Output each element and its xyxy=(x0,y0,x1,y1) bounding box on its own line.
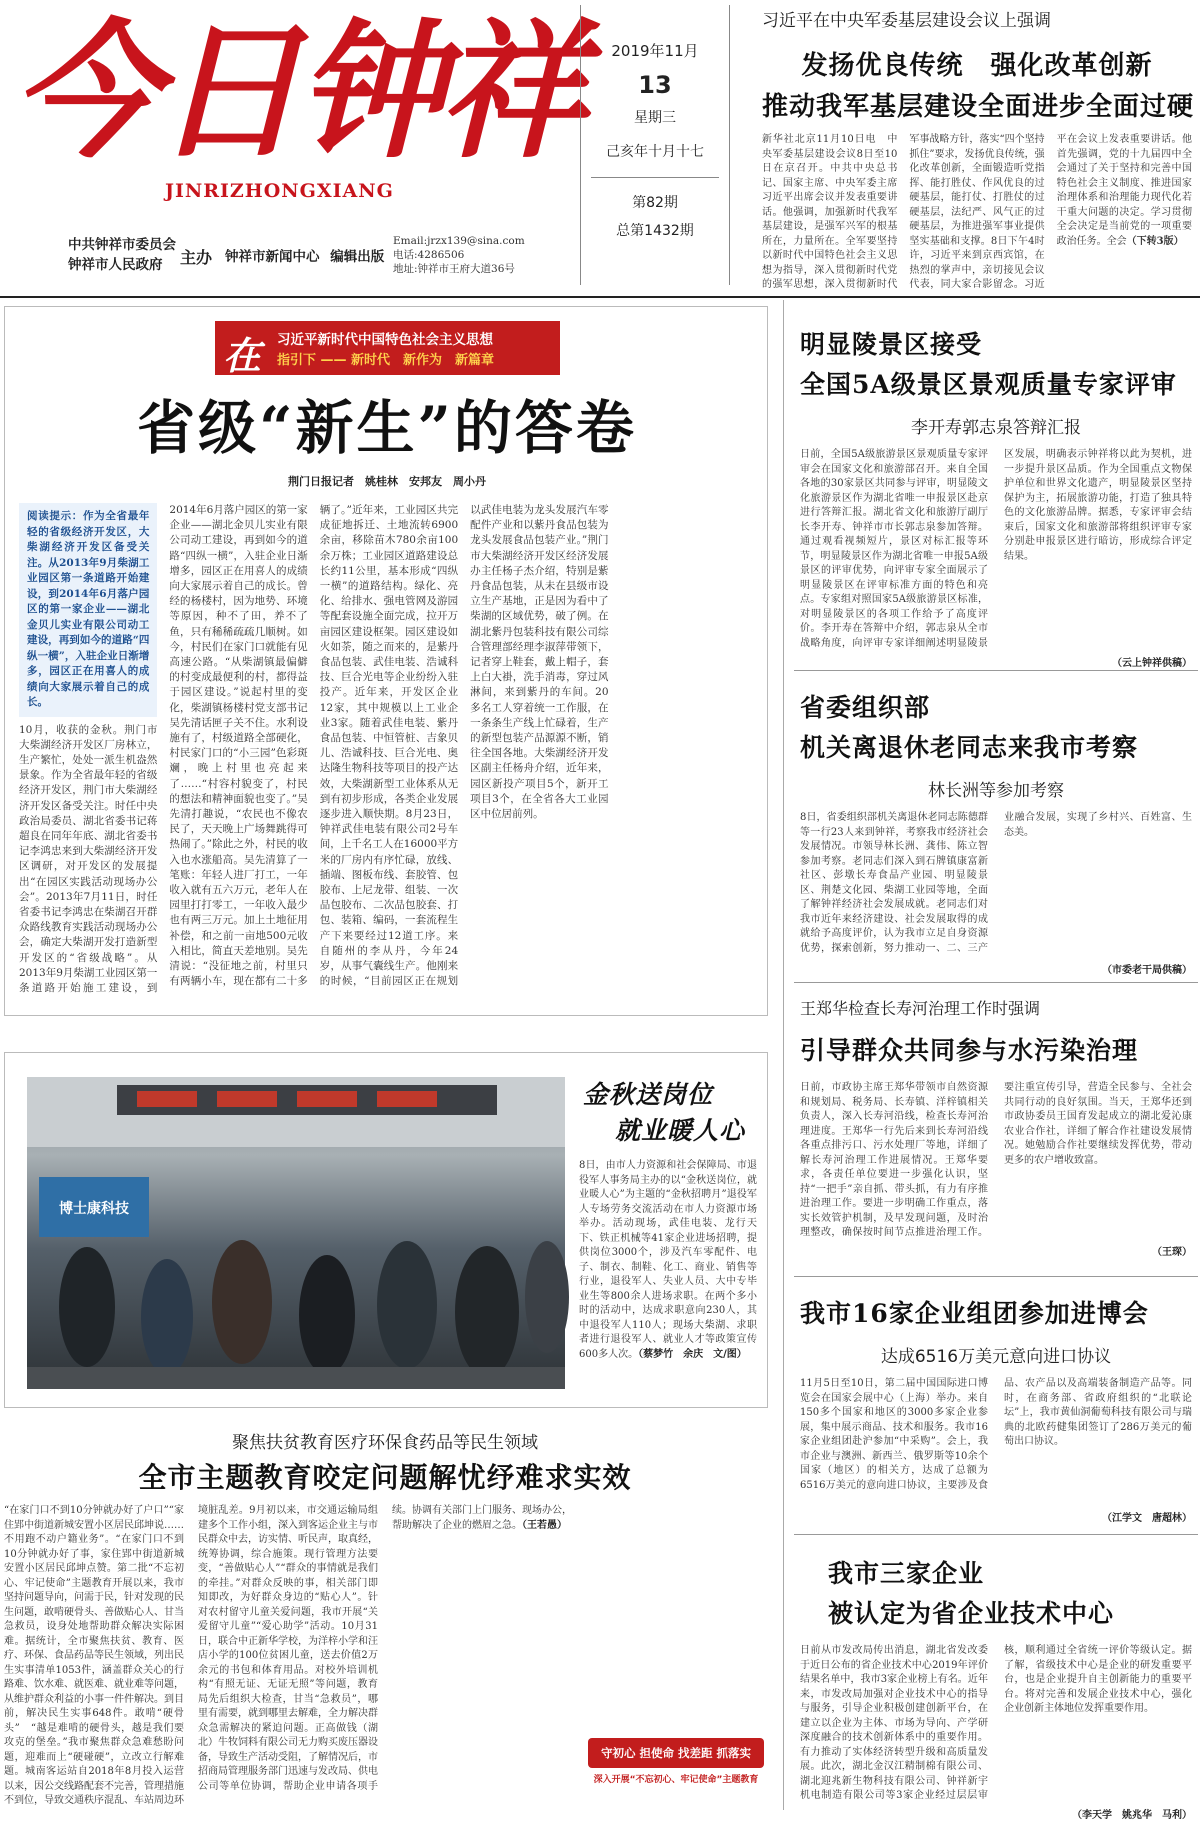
logo-calligraphy xyxy=(12,4,580,178)
date-year-month: 2019年11月 xyxy=(611,42,699,60)
sponsor-2: 钟祥市人民政府 xyxy=(68,257,163,273)
feature-banner xyxy=(215,321,560,378)
r5-title-1: 我市三家企业 xyxy=(828,1559,985,1588)
r2-body xyxy=(800,811,1192,959)
date-weekday: 星期三 xyxy=(634,110,676,126)
publisher xyxy=(225,245,384,265)
top-story-body xyxy=(762,133,1192,295)
r5-body xyxy=(800,1644,1192,1804)
publisher-name: 钟祥市新闻中心 xyxy=(225,249,320,265)
job-fair-photo xyxy=(27,1077,565,1389)
date-total: 总第1432期 xyxy=(616,223,694,239)
feature-title: 省级“新生”的答卷 xyxy=(137,394,637,462)
r1-body xyxy=(800,448,1192,652)
r2-text: 8日，省委组织部机关离退休老同志陈德群等一行23人来到钟祥，考察我市经济社会发展情况。市领导林长洲、龚伟、陈立智参加考察。老同志们深入到石牌镇康富新社区、彭墩长寿食品产业园、明显陵景区、荆楚文化园、柴湖工业园等地，全面了解钟祥经济社会发展成就。老同志们对我市近年来经济建设、社会发展取得的成就给予高度评价，认为我市立足自身资源优势，探索创新，努力推动一、二、三产业融合发展，实现了乡村兴、百姓富、生态美。 xyxy=(800,812,1192,954)
r2-subtitle: 林长洲等参加考察 xyxy=(928,781,1064,801)
photo-story-text: 8日，由市人力资源和社会保障局、市退役军人事务局主办的以“金秋送岗位，就业暖人心”为主题的“金秋招聘月”退役军人专场劳务交流活动在市人力资源市场举办。活动现场，武佳电装、龙行天下、铁正机械等41家企业进场招聘，提供岗位3000个，涉及汽车零配件、电子、制衣、制鞋、化工、商业、销售等行业，退役军人、失业人员、大中专毕业生等800余人进场求职。在两个多小时的活动中，达成求职意向230人，其中退役军人110人；现场大柴湖、求职者进行退役军人、就业人才等政策宣传600多人次。 xyxy=(579,1160,757,1360)
sponsor-block xyxy=(68,235,176,275)
photo-story-byline: （蔡梦竹 余庆 文/图） xyxy=(638,1348,747,1360)
r1-subtitle: 李开寿郭志泉答辩汇报 xyxy=(911,418,1081,438)
r1-title-1: 明显陵景区接受 xyxy=(800,330,983,359)
date-box xyxy=(580,5,730,285)
feature-text: 10月，收获的金秋。荆门市大柴湖经济开发区厂房林立，生产繁忙，处处一派生机盎然景象。作为全省最年轻的省级经济开发区，荆门市大柴湖经济开发区备受关注。时任中央政治局委员、湖北省委书记蒋超良在同年年底、湖北省委书记李鸿忠来到大柴湖经济开发区调研，对开发区的发展提出“在园区实践活动现场办公会”。2013年7月11日，时任省委书记李鸿忠在柴湖召开群众路线教育实践活动现场办公会，确定大柴湖开发打造新型开发区的“省级战略”。从2013年9月柴湖工业园区第一条道路开始施工建设，到2014年6月落户园区的第一家企业——湖北金贝儿实业有限公司动工建设，再到如今的道路“四纵一横”，入驻企业日渐增多，园区正在用喜人的成绩向大家展示着自己的成长。曾经的杨楼村，因为地势、环境等原因，种不了田，养不了鱼，只有稀稀疏疏几顺树。如今，村民们在家门口就能有见高速公路。“从柴湖镇最偏僻的村变成最便利的村，都得益于园区建设。”说起村里的变化，柴湖镇杨楼村党支部书记吴先清话匣子关不住。水利设施有了，村级道路全部硬化，村民家门口的“小三园”色彩斑斓，晚上村里也亮起来了……“村容村貌变了，村民的想法和精神面貌也变了。”吴先清打趣说，“农民也不像农民了，天天晚上广场舞跳得可热闹了。”除此之外，村民的收入也水涨船高。吴先清算了一笔账：年轻人进厂打工，一年收入就有五六万元，老年人在园里打打零工，一年收入最少也有两三万元。加上土地征用补偿，和之前一亩地500元收入相比，简直天差地别。吴先清说：“没征地之前，村里只有两辆小车，现在都有二十多辆了。”近年来，工业园区共完成征地拆迁、土地流转6900余亩，移除苗木780余亩100余万株；工业园区道路建设总长约11公里，基本形成“四纵一横”的道路结构。绿化、亮化、给排水、强电管网及游园等配套设施全面完成，拉开万亩园区建设框架。园区建设如火如荼，随之而来的，是紫丹食品包装、武佳电装、浩诚科技、巨合光电等企业纷纷入驻投产。近年来，开发区企业12家，其中规模以上工业企业3家。随着武佳电装、紫丹食品包装、中恒管桩、吉象贝儿、浩诚科技、巨合光电、奥达隆生物科技等项目的投产达效，大柴湖新型工业体系从无到有初步形成，各类企业发展逐步进入顺快期。8月23日，钟祥武佳电装有限公司2号车间，上千名工人在16000平方米的厂房内有序忙碌，放线、插端、图板布线、套胶管、包胶布、上尼龙带、组装、一次品包胶布、二次品包胶套、打包、装箱、编码，一套流程生产下来要经过12道工序。来自随州的李从丹，今年24岁，从事气囊线生产。他刚来的时候，“目前园区正在规划以武佳电装为龙头发展汽车零配件产业和以紫丹食品包装为龙头发展食品包装产业。”荆门市大柴湖经济开发区经济发展办主任杨子杰介绍，特别是紫丹食品包装，从未在县级市设立生产基地，正是因为看中了柴湖的区域优势，破了例。在湖北紫丹包装科技有限公司综合管理部经理李淑萍带领下，记者穿上鞋套，戴上帽子，套上白大褂，洗手消毒，穿过风淋间，来到紫丹的车间。20多名工人穿着统一工作服，在一条条生产线上忙碌着，生产的新型包装产品源源不断，销往全国各地。大柴湖经济开发区副主任杨舟介绍，近年来，园区新投产项目5个，新开工项目3个，在全省各大工业园区中位居前列。 xyxy=(19,504,609,994)
date-divider xyxy=(591,177,719,178)
photo-sign-text: 博士康科技 xyxy=(59,1201,129,1217)
masthead-rule xyxy=(0,296,1200,298)
theme-stamp xyxy=(588,1738,764,1798)
r4-subtitle: 达成6516万美元意向进口协议 xyxy=(880,1347,1112,1367)
theme-kicker: 聚焦扶贫教育医疗环保食药品等民生领域 xyxy=(232,1433,538,1453)
rule-r2 xyxy=(794,982,1198,983)
feature-byline: 荆门日报记者 姚桂林 安邦友 周小丹 xyxy=(288,475,486,488)
theme-text: “在家门口不到10分钟就办好了户口”“家住郢中街道新城安置小区居民邱坤说……不用跑不动户籍业务”。“在家门口不到10分钟就办好了事，家住郢中街道新城安置小区居民邱坤点赞。第二批“不忘初心、牢记使命”主题教育开展以来，我市坚持问题导向，问需于民，针对发现的民生问题，敢啃硬骨头、善做贴心人、甘当急救员，设身处地帮助群众解决实际困难。据统计，全市聚焦扶贫、教育、医疗、环保、食品药品等民生领域，列出民生实事清单1053件，涵盖群众关心的行路难、饮水难、就医难、就业难等问题，从维护群众利益的小事一件件解决。到目前，解决民生实事648件。敢啃“硬骨头” “越是难啃的硬骨头，越是我们要攻克的堡垒。”我市聚焦群众急难愁盼问题，迎难而上“硬碰硬”，立改立行解难题。城南客运站自2018年8月投入运营以来，因公交线路配套不完善，管理措施不到位，导致交通秩序混乱、车站周边环境脏乱差。9月初以来，市交通运输局组建多个工作小组，深入到客运企业主与市民群众中去，访实情、听民声，取真经，统筹协调，综合施策。现行管理方法要变，“善做贴心人”“群众的事情就是我们的牵挂。”对群众反映的事，相关部门即知即改，为好群众身边的“贴心人”。针对农村留守儿童关爱问题，我市开展“关爱留守儿童”“爱心助学”活动。10月31日，联合中正新华学校，为洋梓小学和汪店小学的100位贫困儿童，送去价值2万余元的书包和体育用品。对校外培训机构“有照无证、无证无照”等问题，教育局先后组织大检查，甘当“急救员”，哪里有需要，就到哪里去解难，全力解决群众急需解决的紧迫问题。正高做钱（湖北）牛牧饲料有限公司无力购买废压器设备，导致生产活动受阻，了解情况后，市招商局管理服务部门迅速与发改局、供电公司等单位协调，帮助企业申请各项手续。协调有关部门上门服务、现场办公，帮助解决了企业的燃眉之急。 xyxy=(4,1505,572,1806)
article-5a-scenic xyxy=(800,325,1192,669)
r4-text: 11月5日至10日，第二届中国国际进口博览会在国家会展中心（上海）举办。来自150多个国家和地区的3000多家企业参展，集中展示商品、技术和服务。我市16家企业组团赴沪参加“中采购”。会上，我市企业与澳洲、新西兰、俄罗斯等10余个国家（地区）的相关方，达成了总额为6516万美元的意向进口协议，主要涉及食品、农产品以及高端装备制造产品等。同时，在商务部、省政府组织的“北联论坛”上，我市黄仙洞葡萄科技有限公司与瑞典的北欧药健集团签订了286万美元的葡萄出口协议。 xyxy=(800,1378,1192,1491)
masthead-pinyin: JINRIZHONGXIANG xyxy=(165,180,394,202)
r3-body xyxy=(800,1081,1192,1241)
r2-title-1: 省委组织部 xyxy=(800,693,931,722)
r4-body xyxy=(800,1377,1192,1507)
banner-line-2: 指引下 —— 新时代 新作为 新篇章 xyxy=(277,353,495,368)
right-column-divider xyxy=(783,300,784,1810)
sponsor-1: 中共钟祥市委员会 xyxy=(68,237,176,253)
banner-char: 在 xyxy=(223,333,262,378)
r5-text: 日前从市发改局传出消息，湖北省发改委于近日公布的省企业技术中心2019年评价结果名单中，我市3家企业榜上有名。近年来，市发改局加强对企业技术中心的指导与服务，引导企业积极创建创新平台，在建立以企业为主体、市场为导向、产学研深度融合的技术创新体系中的重要作用。有力推动了实体经济转型升级和高质量发展。此次，湖北金汉江精制棉有限公司、湖北迎兆新生物科技有限公司、钟祥新宇机电制造有限公司等3家企业经过层层审核，顺利通过全省统一评价等级认定。据了解，省级技术中心是企业的研发重要平台，也是企业提升自主创新能力的重要平台。将对完善和发展企业技术中心，强化企业创新主体地位发挥重要作用。 xyxy=(800,1645,1192,1801)
top-story xyxy=(762,6,1195,290)
rule-r3 xyxy=(794,1276,1198,1277)
article-tech-centers xyxy=(800,1554,1192,1821)
r5-title-2: 被认定为省企业技术中心 xyxy=(828,1599,1115,1628)
logo-text: 今日钟祥 xyxy=(12,4,580,178)
r3-text: 日前，市政协主席王郑华带领市自然资源和规划局、税务局、长寿镇、洋梓镇相关负责人，深入长寿河沿线，检查长寿河治理进度。王郑华一行先后来到长寿河沿线各重点排污口、污水处理厂等地，详细了解长寿河治理工作进展情况。王郑华要求，各责任单位要进一步强化认识，坚持“一把手”亲自抓、带头抓，有力有序推进治理工作。要进一步明确工作重点，落实长效管护机制，及早发现问题，及时治理整改，确保按时间节点推进治理工作。要注重宣传引导，营造全民参与、全社会共同行动的良好氛围。当天，王郑华还到市政协委员王国育发起成立的湖北爱沁康农业合作社，详细了解合作社建设发展情况。她勉励合作社要继续发挥优势，带动更多的农户增收致富。 xyxy=(800,1082,1192,1238)
rule-r4 xyxy=(794,1534,1198,1535)
photo-story xyxy=(4,1052,768,1408)
contact-phone: 电话:4286506 xyxy=(393,249,465,261)
feature-lead: 阅读提示：作为全省最年轻的省级经济开发区，大柴湖经济开发区备受关注。从2013年9月柴湖工业园区第一条道路开始建设，到2014年6月落户园区的第一家企业——湖北金贝儿实业有限公司动工建设，再到如今的道路“四纵一横”，入驻企业日渐增多，园区正在用喜人的成绩向大家展示着自己的成长。 xyxy=(19,503,157,717)
r3-title: 引导群众共同参与水污染治理 xyxy=(800,1036,1139,1065)
rule-r1 xyxy=(794,670,1198,671)
r5-byline: （李天学 姚兆华 马利） xyxy=(1072,1810,1192,1821)
article-veteran-cadres xyxy=(800,688,1192,976)
r4-title: 我市16家企业组团参加进博会 xyxy=(800,1299,1149,1328)
r1-text: 日前，全国5A级旅游景区景观质量专家评审会在国家文化和旅游部召开。来自全国各地的30家景区共同参与评审，明显陵文化旅游景区作为湖北省唯一申报景区赴京进行答辩汇报。湖北省文化和旅游厅副厅长李开寿、钟祥市市长郭志泉参加答辩。通过观看视频短片，景区对标汇报等环节，明显陵景区作为湖北省唯一申报5A级景区的评审优势，向评审专家全面展示了明显陵景区在评审标准方面的特色和亮点。专家组对照国家5A级旅游景区标准，对明显陵景区的各项工作给予了高度评价。李开寿在答辩中介绍，郭志泉从全市战略角度，向评审专家详细阐述明显陵景区发展，明确表示钟祥将以此为契机，进一步提升景区品质。作为全国重点文物保护单位和世界文化遗产，明显陵景区坚持保护为主，拓展旅游功能，打造了独具特色的文化旅游品牌。据悉，专家评审会结束后，国家文化和旅游部将组织评审专家分别赴申报景区进行暗访，形成综合评定结果。 xyxy=(800,449,1192,649)
top-story-kicker: 习近平在中央军委基层建设会议上强调 xyxy=(762,11,1051,31)
top-story-title-2: 推动我军基层建设全面进步全面过硬 xyxy=(762,92,1195,122)
r2-byline: （市委老干局供稿） xyxy=(1102,965,1192,976)
masthead-logo xyxy=(12,4,580,178)
photo-story-title-1: 金秋送岗位 xyxy=(583,1080,714,1109)
article-river-governance xyxy=(800,996,1192,1266)
theme-title: 全市主题教育咬定问题解忧纾难求实效 xyxy=(138,1461,632,1494)
contact-block xyxy=(393,234,525,276)
photo-story-body xyxy=(579,1159,757,1399)
sponsor-role: 主办 xyxy=(180,248,213,267)
r4-byline: （江学文 唐超林） xyxy=(1102,1513,1192,1524)
publisher-role: 编辑出版 xyxy=(330,249,385,265)
theme-byline: （王若愚） xyxy=(522,1519,567,1531)
r3-kicker: 王郑华检查长寿河治理工作时强调 xyxy=(800,999,1041,1018)
stamp-line-2: 深入开展“不忘初心、牢记使命”主题教育 xyxy=(593,1775,759,1785)
date-issue: 第82期 xyxy=(632,195,678,211)
date-day: 13 xyxy=(638,71,672,99)
r3-byline: （王琛） xyxy=(1152,1247,1192,1258)
top-story-title-1: 发扬优良传统 强化改革创新 xyxy=(801,51,1153,81)
contact-address: 地址:钟祥市王府大道36号 xyxy=(393,263,515,275)
r1-byline: （云上钟祥供稿） xyxy=(1112,658,1192,669)
article-ciie xyxy=(800,1294,1192,1544)
top-story-jump: （下转3版） xyxy=(1126,235,1184,247)
r2-title-2: 机关离退休老同志来我市考察 xyxy=(800,733,1139,762)
feature-article xyxy=(4,306,768,1016)
job-fair-photo-art xyxy=(27,1077,565,1389)
top-story-text: 新华社北京11月10日电 中央军委基层建设会议8日至10日在京召开。中共中央总书记、国家主席、中央军委主席习近平出席会议并发表重要讲话。他强调，加强新时代我军基层建设，是强军兴军的根基所在，力量所在。全军要坚持以新时代中国特色社会主义思想为指导，深入贯彻新时代党的强军思想，深入贯彻新时代军事战略方针，落实“四个坚持抓住”要求，发扬优良传统，强化改革创新，全面锻造听党指挥、能打胜仗、作风优良的过硬基层，能打仗、打胜仗的过硬基层，法纪严、风气正的过硬基层，为推进强军事业提供坚实基础和支撑。8日下午4时许，习近平来到京西宾馆，在热烈的掌声中，亲切接见会议代表，同大家合影留念。习近平在会议上发表重要讲话。他首先强调，党的十九届四中全会通过了关于坚持和完善中国特色社会主义制度、推进国家治理体系和治理能力现代化若干重大问题的决定。学习贯彻全会决定是当前党的一项重要政治任务。全会 xyxy=(762,134,1192,290)
date-lunar: 己亥年十月十七 xyxy=(606,144,704,160)
r1-title-2: 全国5A级景区景观质量专家评审 xyxy=(800,370,1177,399)
contact-email: Email:jrzx139@sina.com xyxy=(393,235,525,247)
banner-line-1: 习近平新时代中国特色社会主义思想 xyxy=(277,332,493,348)
feature-body xyxy=(19,503,759,1003)
photo-story-title-2: 就业暖人心 xyxy=(615,1116,746,1145)
stamp-line-1: 守初心 担使命 找差距 抓落实 xyxy=(588,1738,764,1768)
